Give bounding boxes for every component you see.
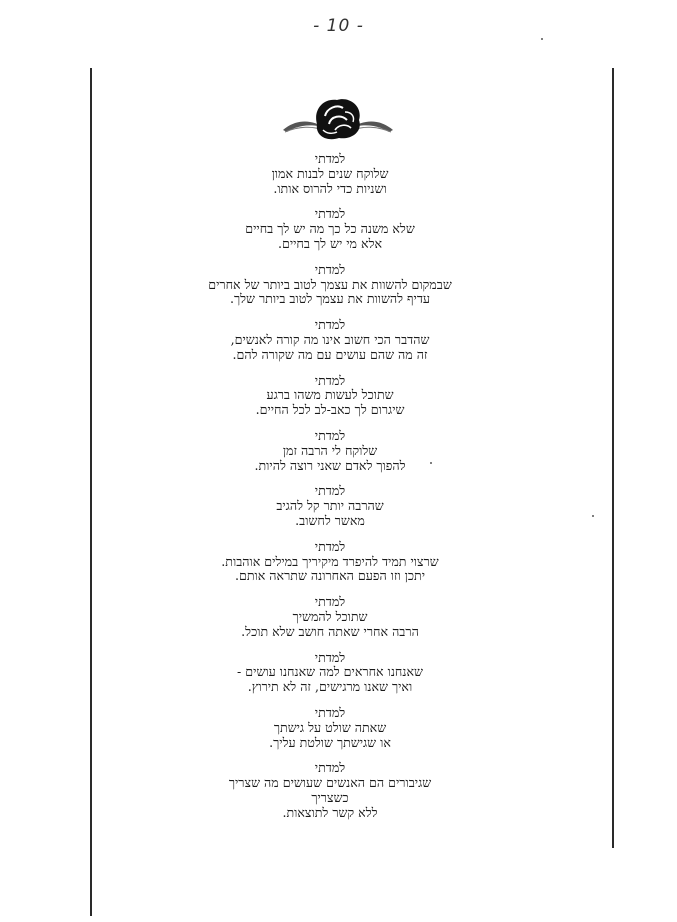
scan-speck: [592, 515, 594, 517]
stanza-line: ללא קשר לתוצאות.: [282, 804, 378, 820]
stanza: [100, 152, 560, 207]
stanza-heading: למדתי: [314, 206, 346, 222]
page-number: - 10 -: [313, 16, 364, 36]
stanza-line: או שגישתך שולטת עליך.: [269, 734, 391, 750]
stanza-line: שגיבורים הם האנשים שעושים מה שצריך: [228, 775, 432, 791]
stanza-heading: למדתי: [314, 594, 346, 610]
stanza-line: שרצוי תמיד להיפרד מיקיריך במילים אוהבות.: [221, 553, 439, 569]
stanza-line: הרבה אחרי שאתה חושב שלא תוכל.: [241, 623, 419, 639]
stanza-heading: למדתי: [314, 151, 346, 166]
stanza: [100, 263, 560, 318]
stanza: [100, 706, 560, 761]
stanza-line: שלוקח שנים לבנות אמון: [271, 165, 389, 181]
stanza-heading: למדתי: [314, 261, 346, 277]
stanza-line: שתוכל לעשות משהו ברגע: [266, 387, 394, 403]
stanza: [100, 651, 560, 706]
stanza-line: שלוקח לי הרבה זמן: [282, 442, 378, 458]
stanza-line: שאתה שולט על גישתך: [273, 719, 387, 735]
stanza: [100, 760, 560, 820]
stanza-heading: למדתי: [314, 649, 346, 665]
stanza-line: כשצריך: [311, 789, 349, 805]
stanza-line: שהרבה יותר קל להגיב: [276, 498, 384, 514]
stanza-line: ושניות כדי להרוס אותו.: [273, 180, 387, 196]
stanza-heading: למדתי: [314, 372, 346, 388]
stanza: [100, 595, 560, 650]
stanza-line: עדיף להשוות את עצמך לטוב ביותר שלך.: [229, 291, 431, 307]
stanza-line: שבמקום להשוות את עצמך לטוב ביותר של אחרים: [208, 276, 452, 292]
right-margin-line: [612, 68, 614, 848]
stanza-heading: למדתי: [314, 760, 346, 776]
stanza: [100, 318, 560, 373]
scan-speck: [541, 38, 543, 40]
stanza-heading: למדתי: [314, 538, 346, 554]
poem-body: [100, 151, 560, 820]
stanza: [100, 484, 560, 539]
stanza-line: שהדבר הכי חשוב אינו מה קורה לאנשים,: [230, 331, 430, 347]
stanza-heading: למדתי: [314, 483, 346, 499]
stanza-line: אלא מי יש לך בחיים.: [277, 235, 383, 251]
stanza: [100, 374, 560, 429]
stanza-line: זה מה שהם עושים עם מה שקורה להם.: [232, 346, 428, 362]
stanza-line: ואיך שאנו מרגישים, זה לא תירוץ.: [247, 679, 413, 695]
left-margin-line: [90, 68, 92, 916]
stanza: [100, 540, 560, 595]
rose-icon: [279, 94, 397, 144]
stanza-line: שאנחנו אחראים למה שאנחנו עושים -: [237, 664, 423, 680]
stanza: [100, 429, 560, 484]
stanza-heading: למדתי: [314, 704, 346, 720]
stanza: [100, 207, 560, 262]
stanza-line: מאשר לחשוב.: [295, 512, 365, 528]
stanza-heading: למדתי: [314, 317, 346, 333]
stanza-line: יתכן וזו הפעם האחרונה שתראה אותם.: [234, 568, 426, 584]
stanza-heading: למדתי: [314, 427, 346, 443]
stanza-line: שלא משנה כל כך מה יש לך בחיים: [245, 221, 415, 237]
stanza-line: להפוך לאדם שאני רוצה להיות.: [254, 457, 406, 473]
stanza-line: שתוכל להמשיך: [292, 608, 368, 624]
stanza-line: שיגרום לך כאב-לב לכל החיים.: [255, 402, 405, 418]
